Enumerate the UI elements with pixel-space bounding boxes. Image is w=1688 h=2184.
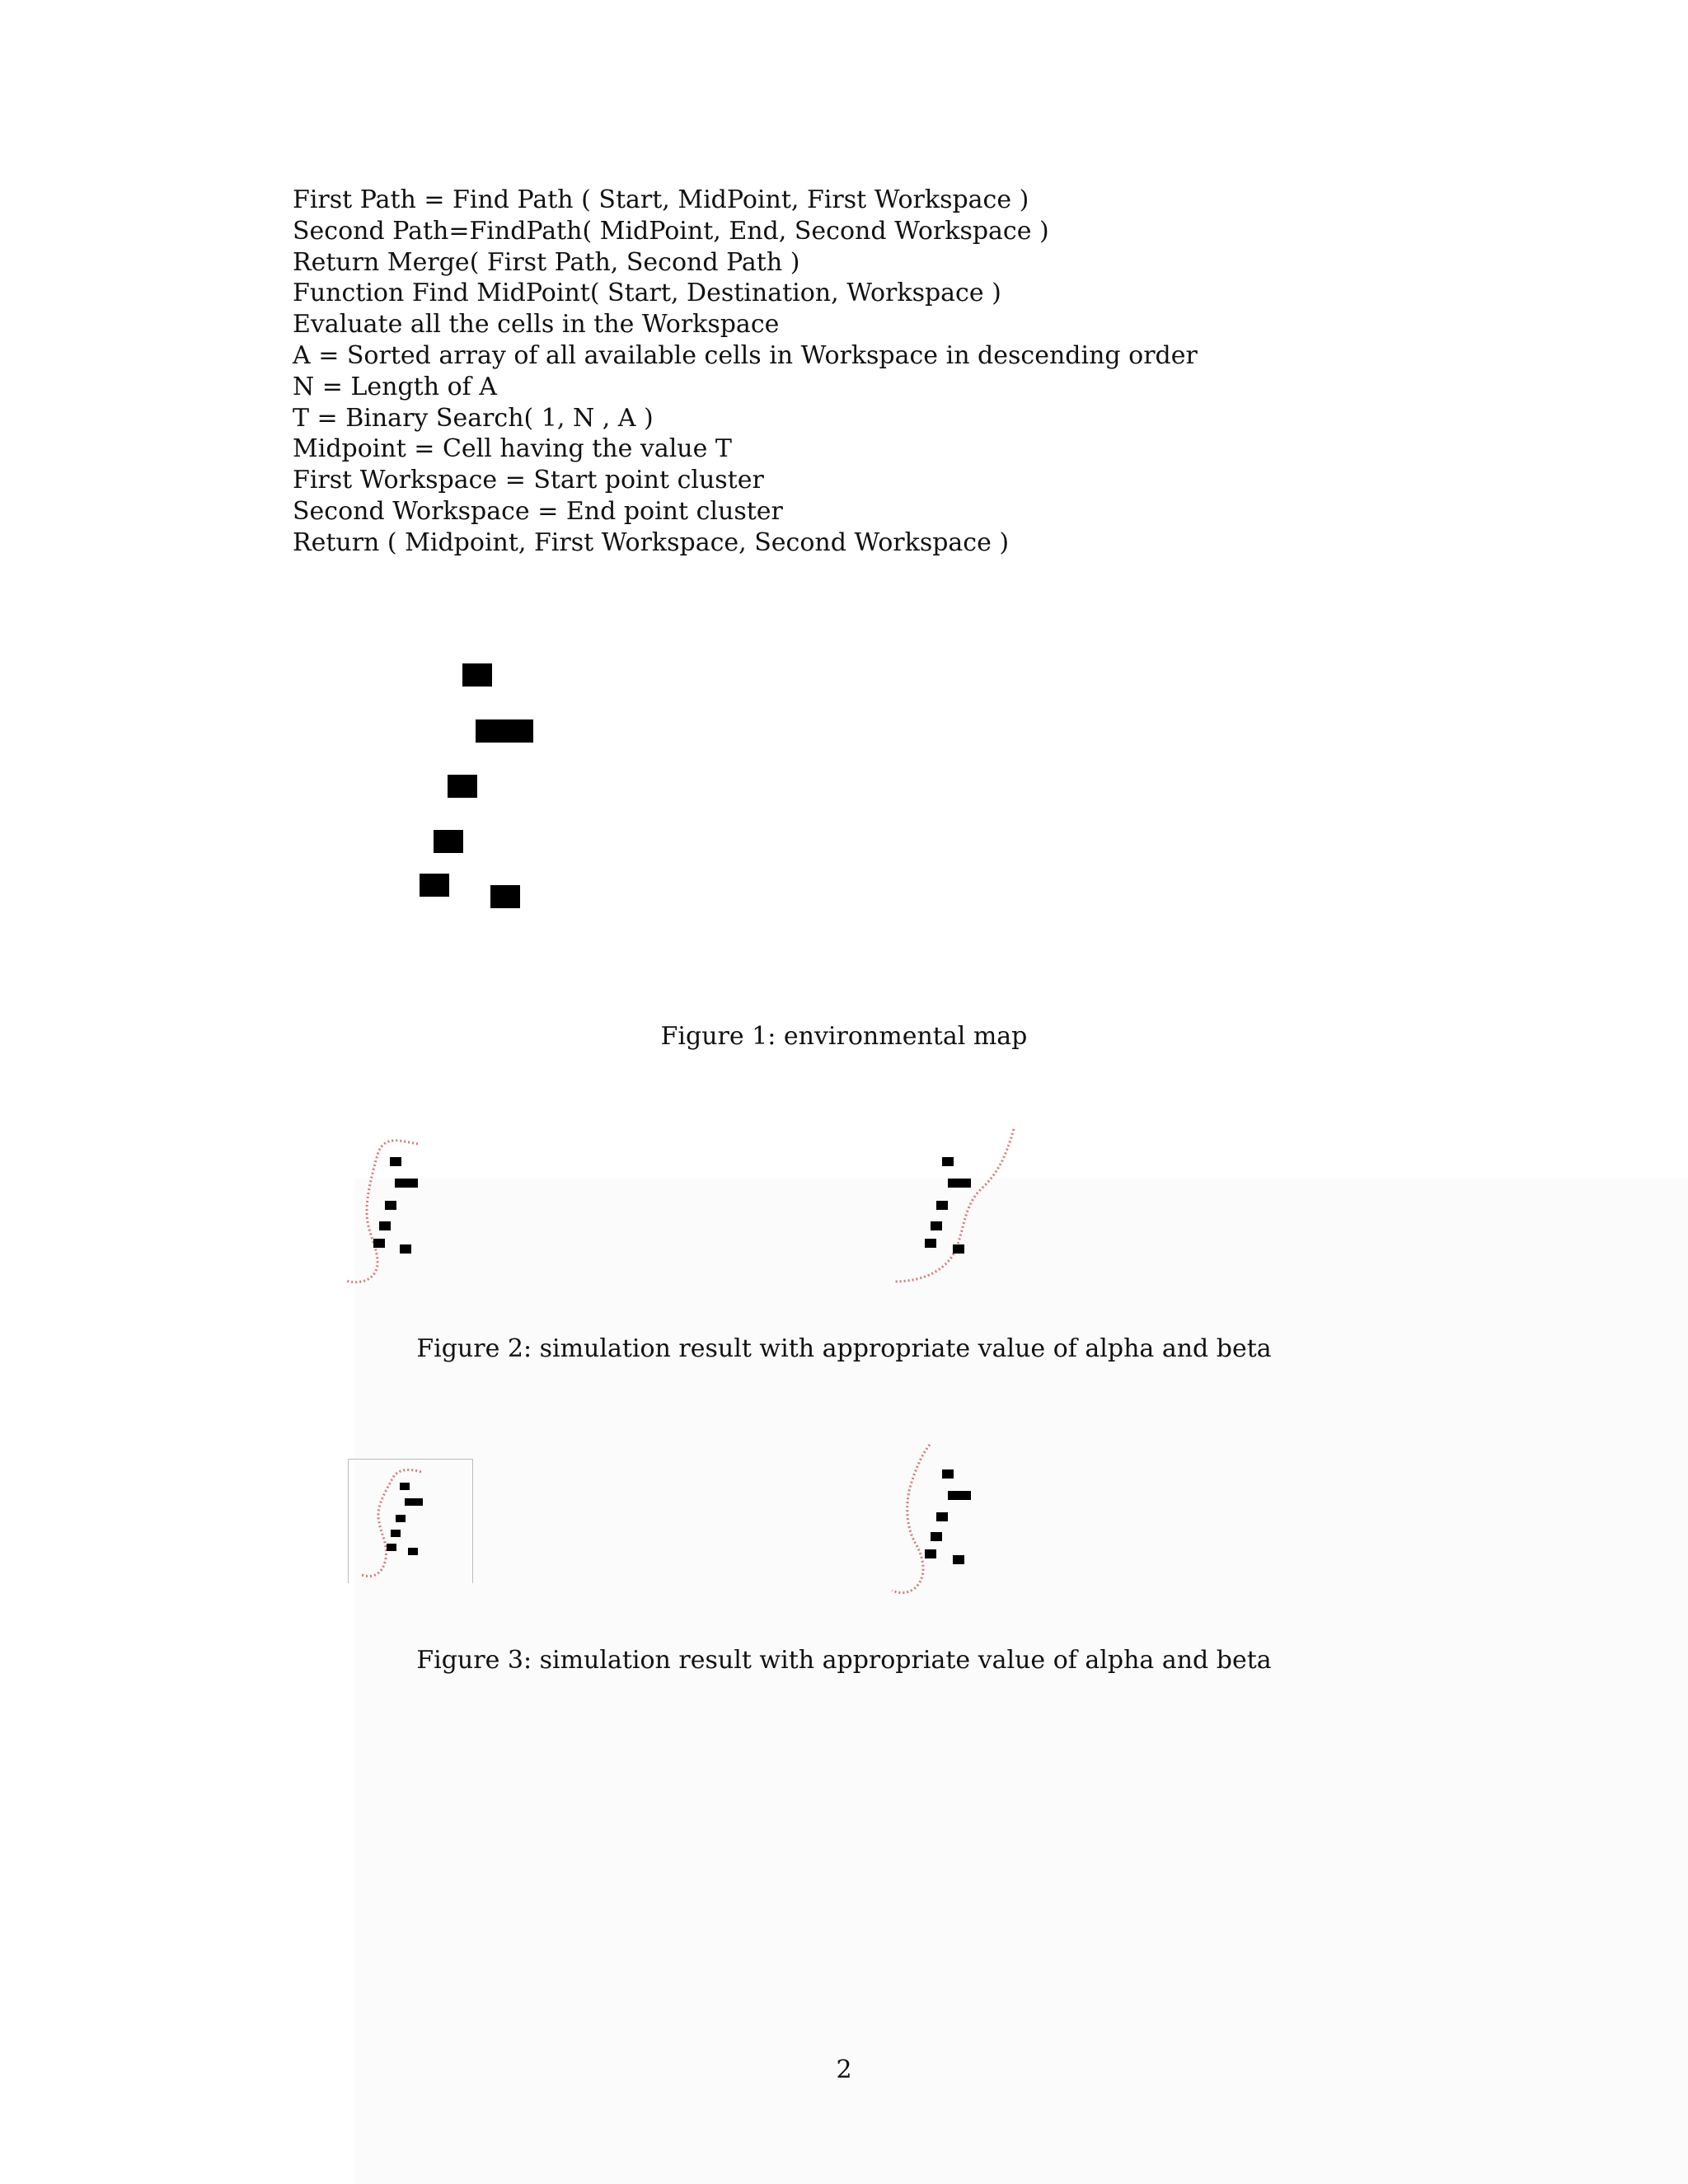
obstacle <box>434 830 463 853</box>
algorithm-line: Second Path=FindPath( MidPoint, End, Second Workspace ) <box>293 216 1049 246</box>
figure-1-caption: Figure 1: environmental map <box>660 1022 1028 1051</box>
figure-3-right-svg <box>882 1438 1022 1603</box>
obstacle <box>936 1201 948 1210</box>
figure-3-caption: Figure 3: simulation result with appropriate value of alpha and beta <box>416 1646 1272 1675</box>
figure-1-svg <box>404 651 560 915</box>
figure-3-right-map <box>882 1438 1022 1603</box>
algorithm-line: Return ( Midpoint, First Workspace, Second Workspace ) <box>293 527 1010 557</box>
obstacle <box>948 1179 971 1188</box>
obstacle <box>490 885 520 908</box>
obstacle <box>387 1544 396 1551</box>
obstacle <box>390 1157 401 1166</box>
path-trace <box>892 1445 930 1593</box>
obstacle <box>925 1549 936 1558</box>
algorithm-line: Evaluate all the cells in the Workspace <box>293 310 780 340</box>
algorithm-line: Function Find MidPoint( Start, Destination, Workspace ) <box>293 279 1001 308</box>
obstacle <box>948 1491 971 1500</box>
path-trace <box>362 1469 421 1576</box>
obstacle <box>448 775 477 798</box>
obstacle <box>936 1512 948 1521</box>
obstacle <box>385 1201 396 1210</box>
path-trace <box>346 1141 418 1282</box>
obstacle <box>925 1239 936 1248</box>
algorithm-line: Return Merge( First Path, Second Path ) <box>293 247 800 277</box>
page-shading <box>354 1179 1688 2184</box>
obstacle <box>400 1244 411 1254</box>
obstacle <box>400 1483 410 1490</box>
obstacle <box>942 1469 954 1479</box>
obstacle <box>476 719 533 743</box>
obstacle <box>396 1515 406 1522</box>
obstacle <box>408 1548 418 1555</box>
algorithm-line: First Workspace = Start point cluster <box>293 466 764 495</box>
obstacle <box>391 1530 401 1537</box>
obstacle <box>379 1221 391 1230</box>
figure-2-right-map <box>882 1125 1022 1290</box>
path-trace <box>894 1129 1014 1282</box>
figure-2-right-svg <box>882 1125 1022 1290</box>
obstacle <box>953 1244 964 1254</box>
obstacle <box>953 1555 964 1564</box>
page-number: 2 <box>836 2055 852 2084</box>
figure-2-left-svg <box>334 1129 441 1294</box>
figure-1-map <box>404 651 560 915</box>
obstacle <box>462 663 492 687</box>
obstacle <box>373 1239 385 1248</box>
obstacle <box>931 1532 942 1541</box>
figure-3-left-svg <box>349 1460 472 1583</box>
algorithm-line: Second Workspace = End point cluster <box>293 496 783 526</box>
figure-3-left-map <box>349 1460 472 1583</box>
algorithm-line: A = Sorted array of all available cells in Workspace in descending order <box>293 340 1198 370</box>
algorithm-line: T = Binary Search( 1, N , A ) <box>293 403 654 433</box>
obstacle <box>395 1179 418 1188</box>
obstacle <box>420 874 449 897</box>
obstacle <box>942 1157 954 1166</box>
obstacle <box>405 1498 423 1506</box>
figure-2-left-map <box>334 1129 441 1294</box>
figure-2-caption: Figure 2: simulation result with appropriate value of alpha and beta <box>416 1334 1272 1363</box>
algorithm-line: First Path = Find Path ( Start, MidPoint, First Workspace ) <box>293 185 1029 214</box>
algorithm-block <box>293 185 1529 559</box>
algorithm-line: Midpoint = Cell having the value T <box>293 434 732 464</box>
obstacle <box>931 1221 942 1230</box>
algorithm-line: N = Length of A <box>293 372 497 401</box>
